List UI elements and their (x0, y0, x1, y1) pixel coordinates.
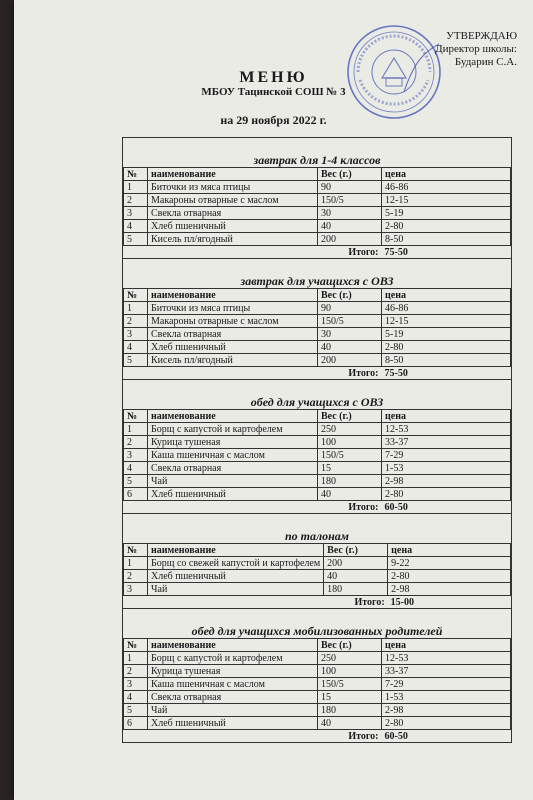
row-number: 5 (124, 475, 148, 488)
row-number: 4 (124, 220, 148, 233)
dish-price: 12-53 (382, 652, 511, 665)
table-row (124, 423, 511, 436)
dish-price: 46-86 (382, 302, 511, 315)
total-row (124, 596, 511, 609)
header-number: № (124, 289, 148, 302)
total-value: 60-50 (384, 730, 408, 742)
dish-name: Свекла отварная (148, 691, 318, 704)
dish-weight: 150/5 (318, 678, 382, 691)
menu-table (123, 638, 511, 742)
dish-name: Каша пшеничная с маслом (148, 449, 318, 462)
dish-weight: 200 (318, 233, 382, 246)
dish-name: Курица тушеная (148, 436, 318, 449)
menu-table (123, 409, 511, 513)
dish-price: 8-50 (382, 233, 511, 246)
menu-section (123, 514, 511, 609)
dish-weight: 150/5 (318, 194, 382, 207)
menu-section (123, 380, 511, 514)
dish-weight: 250 (318, 652, 382, 665)
dish-price: 12-15 (382, 194, 511, 207)
dish-weight: 100 (318, 665, 382, 678)
dish-price: 2-80 (388, 570, 511, 583)
table-row (124, 449, 511, 462)
total-label: Итого: (348, 367, 379, 379)
section-title: по талонам (284, 529, 350, 543)
table-row (124, 557, 511, 570)
row-number: 2 (124, 436, 148, 449)
dish-name: Хлеб пшеничный (148, 220, 318, 233)
dish-weight: 15 (318, 462, 382, 475)
dish-price: 8-50 (382, 354, 511, 367)
dish-name: Биточки из мяса птицы (148, 302, 318, 315)
header-name: наименование (148, 168, 318, 181)
dish-name: Свекла отварная (148, 328, 318, 341)
dish-price: 12-15 (382, 315, 511, 328)
table-row (124, 181, 511, 194)
header-weight: Вес (г.) (318, 639, 382, 652)
total-label: Итого: (348, 246, 379, 258)
table-row (124, 583, 511, 596)
dish-name: Борщ со свежей капустой и картофелем (148, 557, 324, 570)
header-name: наименование (148, 410, 318, 423)
dish-name: Хлеб пшеничный (148, 717, 318, 730)
header-price: цена (382, 289, 511, 302)
row-number: 1 (124, 652, 148, 665)
header-weight: Вес (г.) (324, 544, 388, 557)
table-row (124, 475, 511, 488)
dish-weight: 90 (318, 181, 382, 194)
header-weight: Вес (г.) (318, 410, 382, 423)
table-row (124, 233, 511, 246)
dish-price: 5-19 (382, 328, 511, 341)
table-row (124, 220, 511, 233)
dish-price: 7-29 (382, 678, 511, 691)
total-row (124, 246, 511, 259)
dish-price: 5-19 (382, 207, 511, 220)
menu-table (123, 288, 511, 379)
table-row (124, 462, 511, 475)
dish-price: 2-80 (382, 220, 511, 233)
header-name: наименование (148, 289, 318, 302)
row-number: 5 (124, 233, 148, 246)
menu-table (123, 543, 511, 608)
dish-name: Макароны отварные с маслом (148, 194, 318, 207)
dish-name: Хлеб пшеничный (148, 341, 318, 354)
dish-weight: 15 (318, 691, 382, 704)
dish-name: Курица тушеная (148, 665, 318, 678)
section-title: завтрак для учащихся с ОВЗ (240, 274, 394, 288)
table-header-row (124, 168, 511, 181)
total-label: Итого: (348, 501, 379, 513)
dish-price: 2-98 (388, 583, 511, 596)
dish-weight: 180 (324, 583, 388, 596)
dish-name: Борщ с капустой и картофелем (148, 423, 318, 436)
dish-name: Кисель пл/ягодный (148, 233, 318, 246)
dish-price: 12-53 (382, 423, 511, 436)
total-label: Итого: (348, 730, 379, 742)
total-value: 15-00 (390, 596, 415, 608)
header-number: № (124, 639, 148, 652)
header-price: цена (382, 410, 511, 423)
dish-price: 2-80 (382, 717, 511, 730)
menu-heading: МЕНЮ (239, 69, 308, 86)
dish-weight: 250 (318, 423, 382, 436)
document-page (14, 0, 533, 800)
row-number: 2 (124, 570, 148, 583)
dish-name: Борщ с капустой и картофелем (148, 652, 318, 665)
table-row (124, 704, 511, 717)
dish-name: Хлеб пшеничный (148, 570, 324, 583)
table-row (124, 570, 511, 583)
row-number: 2 (124, 315, 148, 328)
total-value: 75-50 (384, 246, 408, 258)
dish-name: Чай (148, 704, 318, 717)
menu-date: на 29 ноября 2022 г. (220, 113, 327, 127)
menu-tables (122, 137, 512, 743)
table-row (124, 652, 511, 665)
dish-weight: 40 (318, 220, 382, 233)
dish-price: 2-98 (382, 704, 511, 717)
header-number: № (124, 410, 148, 423)
dish-price: 2-98 (382, 475, 511, 488)
header-price: цена (382, 639, 511, 652)
row-number: 3 (124, 583, 148, 596)
table-row (124, 328, 511, 341)
dish-weight: 150/5 (318, 449, 382, 462)
table-row (124, 207, 511, 220)
total-row (124, 730, 511, 743)
menu-section (123, 609, 511, 743)
row-number: 3 (124, 328, 148, 341)
header-name: наименование (148, 544, 324, 557)
total-row (124, 501, 511, 514)
row-number: 4 (124, 462, 148, 475)
section-title: завтрак для 1-4 классов (253, 153, 381, 167)
table-row (124, 488, 511, 501)
row-number: 5 (124, 704, 148, 717)
dish-weight: 200 (318, 354, 382, 367)
dish-weight: 180 (318, 475, 382, 488)
table-row (124, 691, 511, 704)
dish-name: Свекла отварная (148, 462, 318, 475)
dish-name: Чай (148, 475, 318, 488)
row-number: 1 (124, 557, 148, 570)
total-value: 75-50 (384, 367, 408, 379)
dish-price: 33-37 (382, 665, 511, 678)
table-header-row (124, 410, 511, 423)
dish-weight: 30 (318, 207, 382, 220)
row-number: 3 (124, 449, 148, 462)
dish-weight: 40 (318, 717, 382, 730)
table-row (124, 717, 511, 730)
section-title: обед для учащихся мобилизованных родителей (191, 624, 443, 638)
row-number: 3 (124, 207, 148, 220)
dish-weight: 90 (318, 302, 382, 315)
row-number: 5 (124, 354, 148, 367)
dish-name: Чай (148, 583, 324, 596)
row-number: 1 (124, 423, 148, 436)
dish-weight: 200 (324, 557, 388, 570)
table-row (124, 302, 511, 315)
dish-price: 1-53 (382, 462, 511, 475)
dish-weight: 30 (318, 328, 382, 341)
dish-price: 2-80 (382, 341, 511, 354)
header-weight: Вес (г.) (318, 168, 382, 181)
header-price: цена (382, 168, 511, 181)
dish-name: Биточки из мяса птицы (148, 181, 318, 194)
dish-price: 9-22 (388, 557, 511, 570)
row-number: 3 (124, 678, 148, 691)
approval-position: Директор школы: (435, 43, 517, 55)
dish-name: Макароны отварные с маслом (148, 315, 318, 328)
row-number: 2 (124, 665, 148, 678)
dish-weight: 40 (318, 488, 382, 501)
menu-section (123, 138, 511, 259)
header-name: наименование (148, 639, 318, 652)
table-row (124, 315, 511, 328)
document-title (14, 70, 533, 99)
dish-weight: 40 (324, 570, 388, 583)
dish-name: Свекла отварная (148, 207, 318, 220)
dish-weight: 100 (318, 436, 382, 449)
table-header-row (124, 639, 511, 652)
table-header-row (124, 289, 511, 302)
row-number: 4 (124, 691, 148, 704)
section-title: обед для учащихся с ОВЗ (250, 395, 384, 409)
table-row (124, 665, 511, 678)
header-weight: Вес (г.) (318, 289, 382, 302)
dish-weight: 40 (318, 341, 382, 354)
dish-price: 33-37 (382, 436, 511, 449)
total-label: Итого: (354, 596, 385, 608)
dish-price: 7-29 (382, 449, 511, 462)
table-row (124, 194, 511, 207)
dish-weight: 180 (318, 704, 382, 717)
approval-block (435, 30, 517, 69)
dish-name: Кисель пл/ягодный (148, 354, 318, 367)
menu-table (123, 167, 511, 258)
row-number: 6 (124, 717, 148, 730)
row-number: 2 (124, 194, 148, 207)
header-price: цена (388, 544, 511, 557)
table-row (124, 678, 511, 691)
table-row (124, 354, 511, 367)
dish-price: 1-53 (382, 691, 511, 704)
dish-weight: 150/5 (318, 315, 382, 328)
table-row (124, 341, 511, 354)
dish-name: Каша пшеничная с маслом (148, 678, 318, 691)
total-value: 60-50 (384, 501, 408, 513)
dish-price: 2-80 (382, 488, 511, 501)
row-number: 6 (124, 488, 148, 501)
dish-price: 46-86 (382, 181, 511, 194)
total-row (124, 367, 511, 380)
dish-name: Хлеб пшеничный (148, 488, 318, 501)
school-name: МБОУ Тацинской СОШ № 3 (201, 86, 346, 98)
approval-heading: УТВЕРЖДАЮ (446, 30, 517, 42)
approval-signatory: Бударин С.А. (454, 56, 517, 68)
table-row (124, 436, 511, 449)
row-number: 1 (124, 302, 148, 315)
header-number: № (124, 168, 148, 181)
table-header-row (124, 544, 511, 557)
row-number: 4 (124, 341, 148, 354)
menu-section (123, 259, 511, 380)
row-number: 1 (124, 181, 148, 194)
header-number: № (124, 544, 148, 557)
